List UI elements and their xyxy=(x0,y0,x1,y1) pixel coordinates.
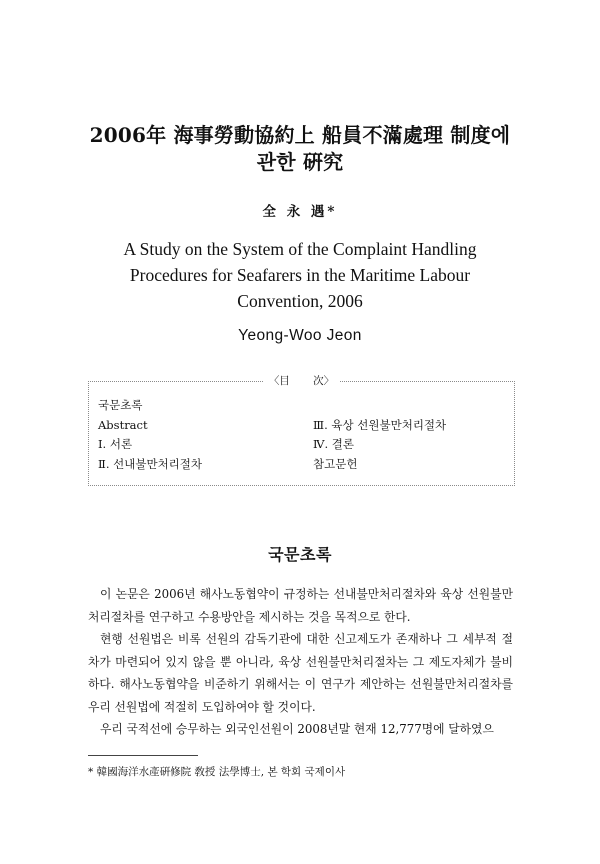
abstract-paragraph-2: 현행 선원법은 비록 선원의 감독기관에 대한 신고제도가 존재하나 그 세부적 절차가 마련되어 있지 않을 뿐 아니라, 육상 선원불만처리절차는 그 제도자체가 불비하다. 해사노동협약을 비준하기 위해서는 이 연구가 제안하는 선원불만처리절차를 우리 선원법에 적절히 도입하여야 할 것이다. xyxy=(88,632,513,714)
abstract-paragraph-3: 우리 국적선에 승무하는 외국인선원이 2008년말 현재 12,777명에 달하였으 xyxy=(100,722,494,736)
english-title-line-2: Procedures for Seafarers in the Maritime Labour xyxy=(129,265,471,285)
korean-title-line-2: 관한 硏究 xyxy=(256,150,344,174)
english-title-line-3: Convention, 2006 xyxy=(237,291,363,311)
toc-item: 국문초록 xyxy=(98,398,143,412)
toc-item: Ⅲ. 육상 선원불만처리절차 xyxy=(313,417,447,432)
abstract-heading: 국문초록 xyxy=(268,545,332,564)
toc-left-column xyxy=(98,396,202,474)
abstract-paragraph-1: 이 논문은 2006년 해사노동협약이 규정하는 선내불만처리절차와 육상 선원불만처리절차를 연구하고 수용방안을 제시하는 것을 목적으로 한다. xyxy=(88,587,513,624)
footnote: * 韓國海洋水產硏修院 敎授 法學博士, 본 학회 국제이사 xyxy=(88,766,346,778)
author-korean: 全 永 遇* xyxy=(262,204,338,220)
toc-right-column xyxy=(313,416,446,475)
korean-title-line-1: 2006年 海事勞動協約上 船員不滿處理 制度에 xyxy=(89,123,511,147)
toc-item: Ⅱ. 선내불만처리절차 xyxy=(98,456,202,471)
toc-item: 참고문헌 xyxy=(313,456,358,471)
footnote-divider xyxy=(88,755,198,756)
table-of-contents xyxy=(88,375,515,486)
toc-item: Ⅳ. 결론 xyxy=(313,437,355,451)
english-title-line-1: A Study on the System of the Complaint Handling xyxy=(123,239,477,259)
toc-heading-wrap xyxy=(89,373,514,388)
author-english: Yeong-Woo Jeon xyxy=(238,327,362,344)
abstract-body xyxy=(88,583,513,741)
toc-item: Abstract xyxy=(98,417,148,432)
toc-heading: 〈目 次〉 xyxy=(263,375,340,387)
toc-item: Ⅰ. 서론 xyxy=(98,437,133,451)
